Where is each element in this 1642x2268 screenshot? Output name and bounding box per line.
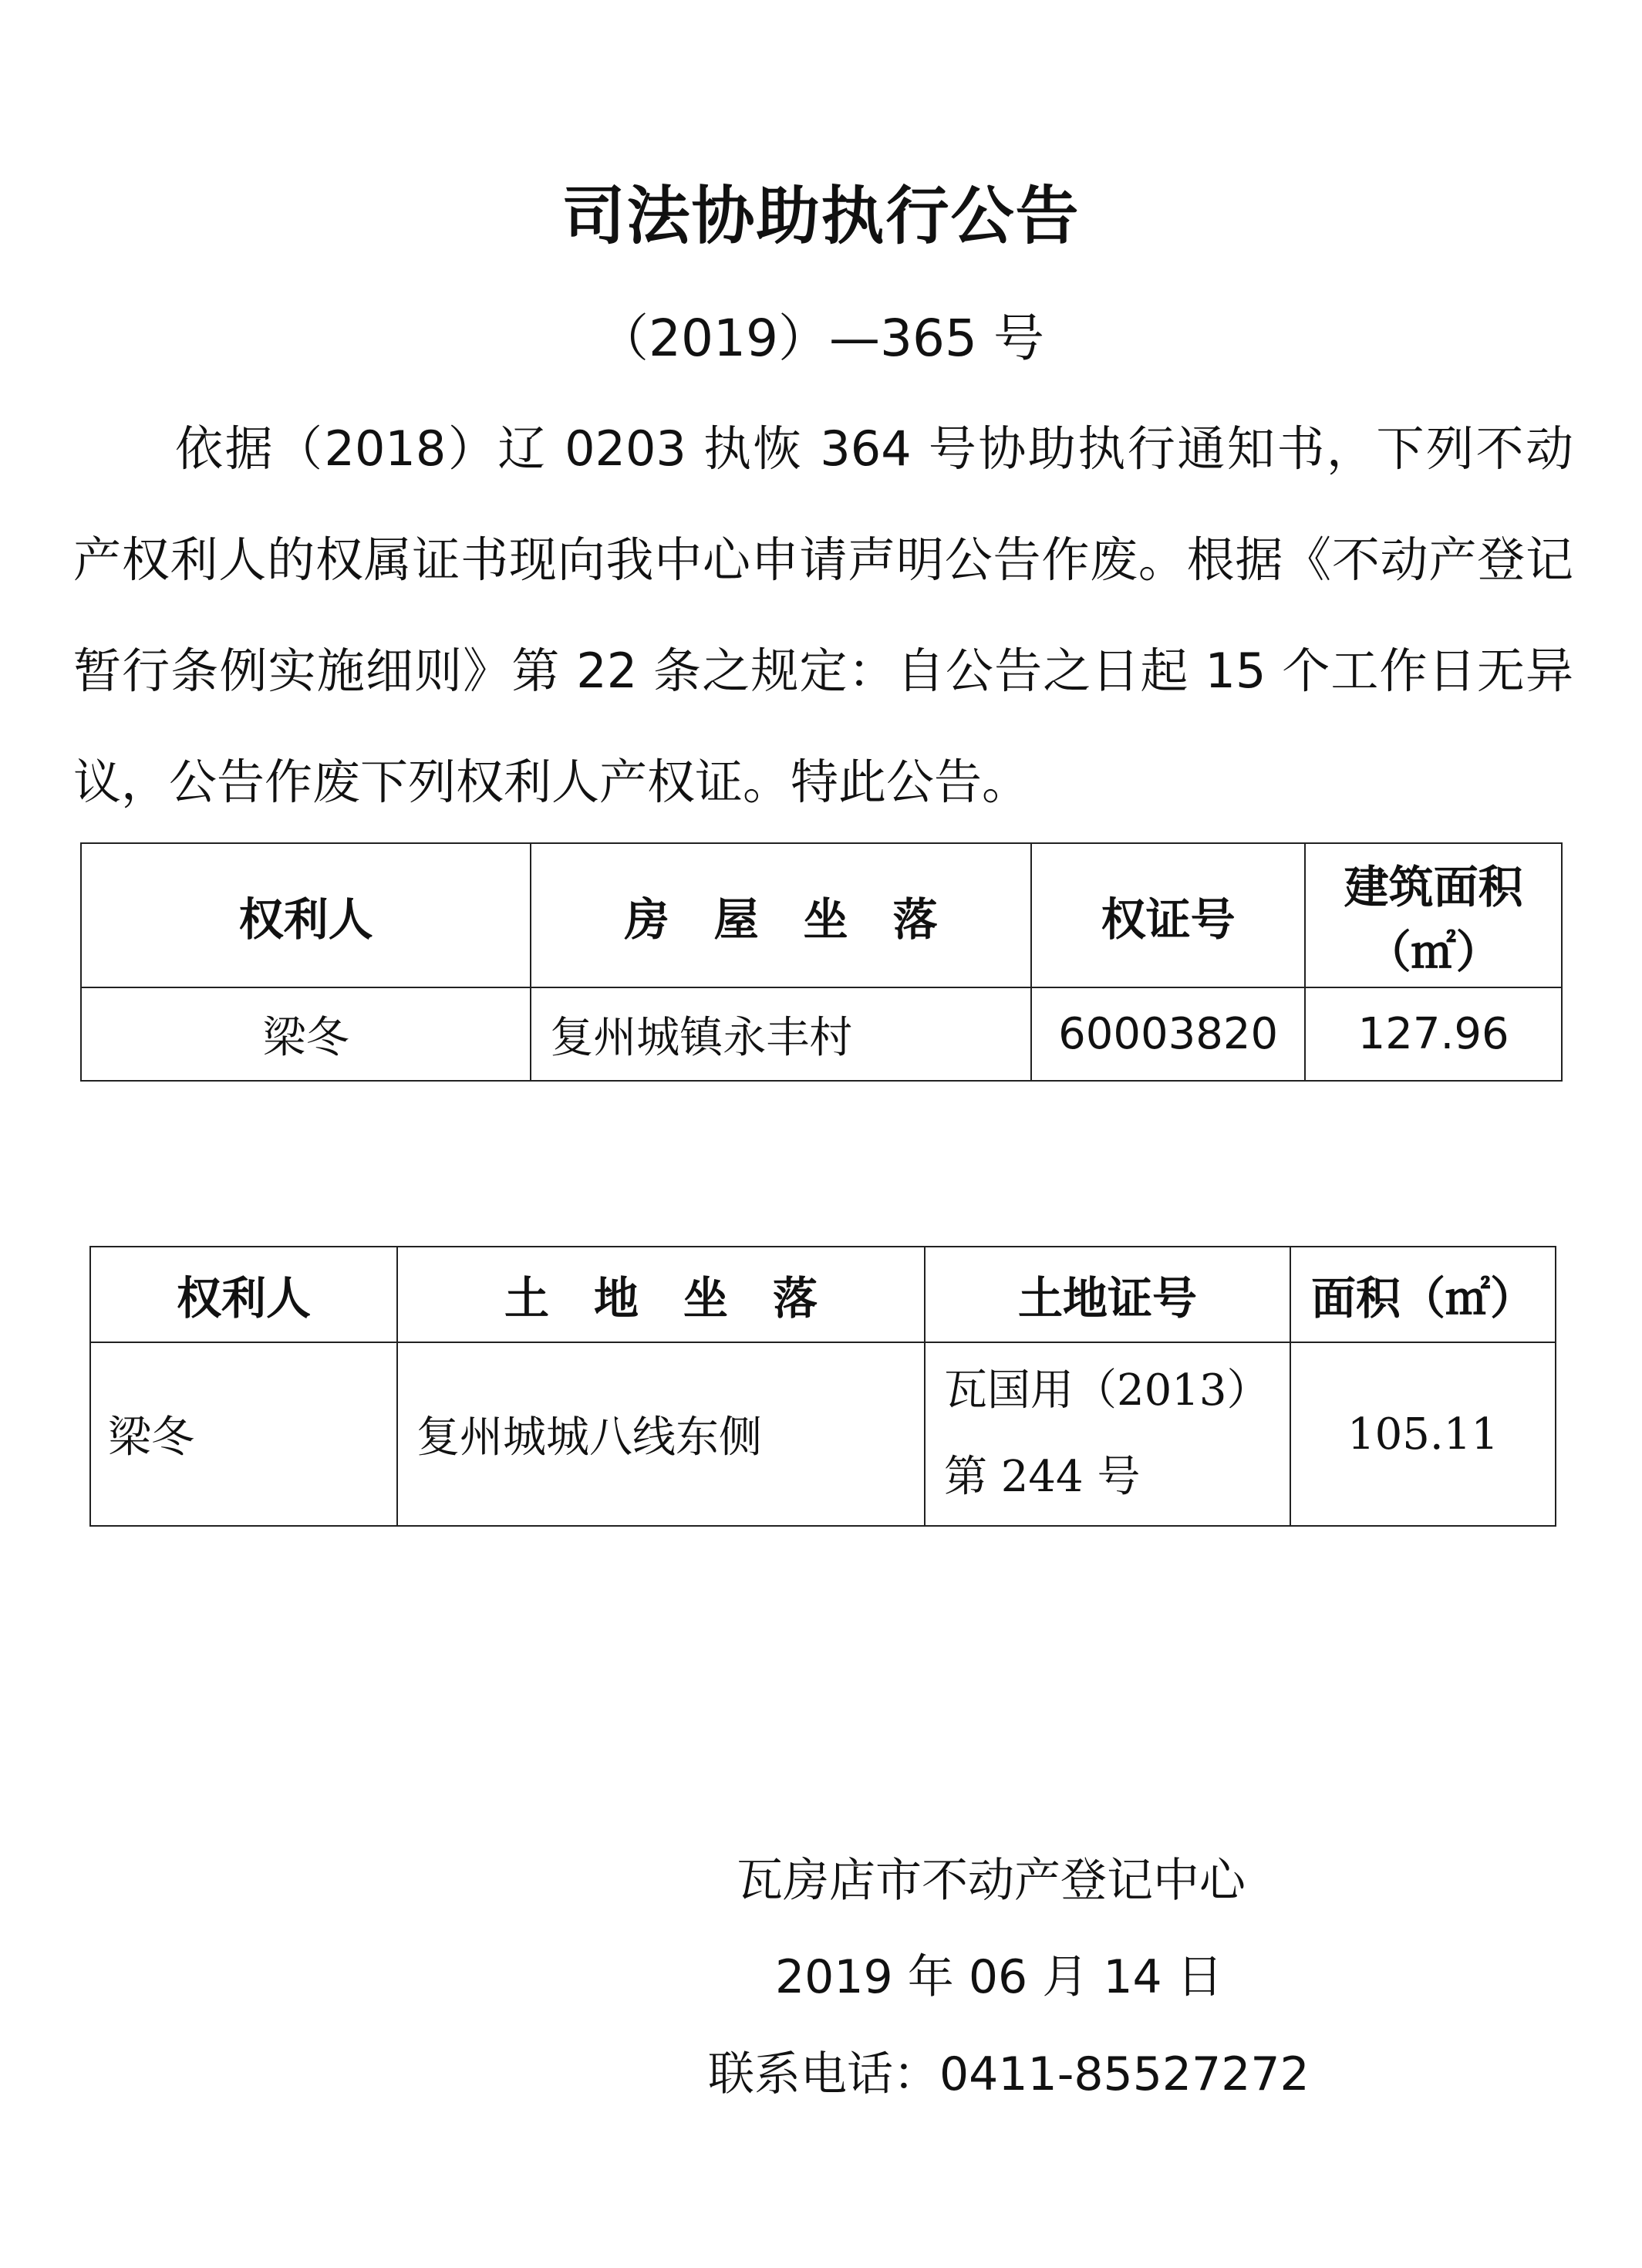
notice-title: 司法协助执行公告 (561, 180, 1081, 253)
land-cert (925, 1342, 1290, 1526)
house-table-header (81, 843, 1562, 987)
house-header-area-label: 建筑面积 (1344, 860, 1523, 913)
land-table-header (90, 1247, 1556, 1342)
issuing-organization: 瓦房店市不动产登记中心 (737, 1854, 1246, 1908)
land-location: 复州城城八线东侧 (397, 1342, 925, 1526)
land-header-cert: 土地证号 (925, 1247, 1290, 1342)
table-row (81, 987, 1562, 1081)
house-header-area-unit: （㎡） (1366, 925, 1501, 978)
house-header-cert: 权证号 (1031, 843, 1305, 987)
house-header-area (1305, 843, 1562, 987)
table-row (90, 1342, 1556, 1526)
contact-phone: 联系电话：0411-85527272 (708, 2047, 1310, 2101)
land-table (89, 1246, 1556, 1527)
land-header-area: 面积（㎡） (1290, 1247, 1556, 1342)
land-area: 105.11 (1290, 1342, 1556, 1526)
house-header-owner: 权利人 (81, 843, 531, 987)
land-header-owner: 权利人 (90, 1247, 397, 1342)
house-area: 127.96 (1305, 987, 1562, 1081)
issue-date: 2019 年 06 月 14 日 (775, 1950, 1223, 2004)
land-owner: 梁冬 (90, 1342, 397, 1526)
house-cert: 60003820 (1031, 987, 1305, 1081)
document-number: （2019）—365 号 (598, 309, 1044, 368)
house-location: 复州城镇永丰村 (531, 987, 1031, 1081)
land-cert-line2: 第 244 号 (944, 1452, 1141, 1502)
notice-body: 依据（2018）辽 0203 执恢 364 号协助执行通知书，下列不动产权利人的权属证书现向我中心申请声明公告作废。根据《不动产登记暂行条例实施细则》第 22 条之规定：自公告之日起 15 个工作日无异议，公告作废下列权利人产权证。特此公告。 (73, 420, 1573, 810)
land-header-location: 土 地 坐 落 (397, 1247, 925, 1342)
house-owner: 梁冬 (81, 987, 531, 1081)
house-table (80, 842, 1563, 1082)
land-cert-line1: 瓦国用（2013） (944, 1365, 1270, 1416)
house-header-location: 房 屋 坐 落 (531, 843, 1031, 987)
